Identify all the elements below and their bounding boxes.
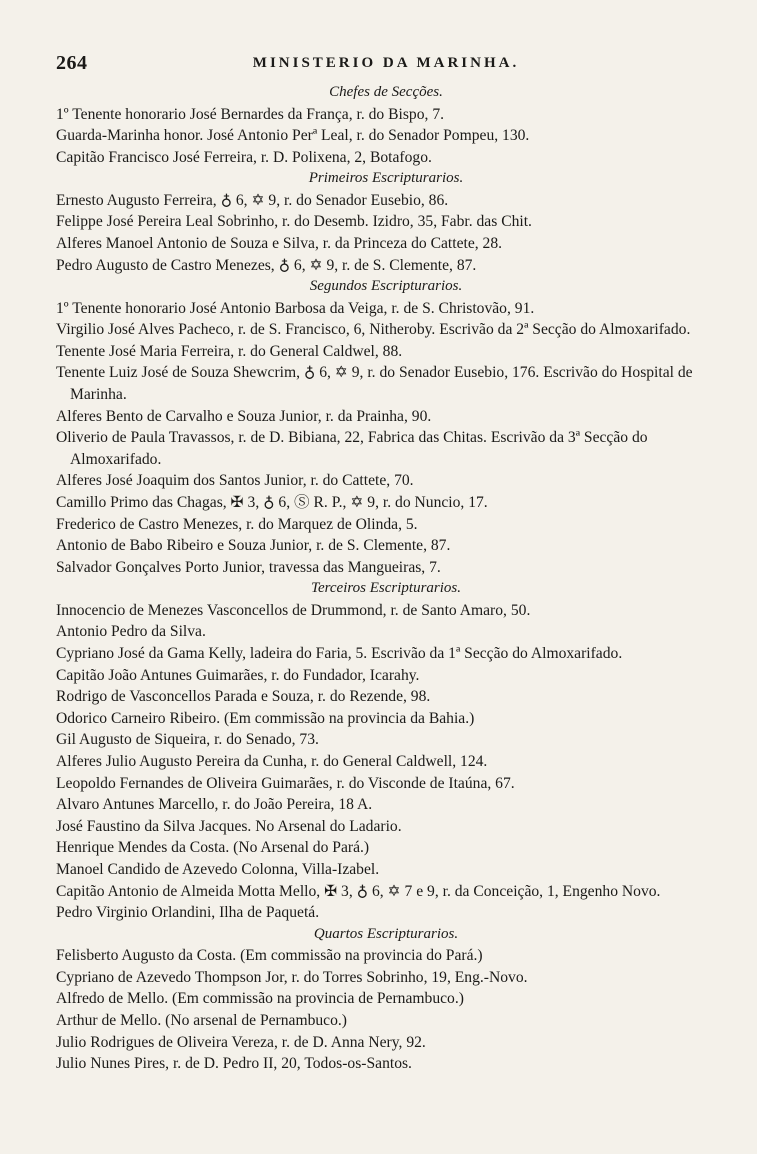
directory-entry: Capitão João Antunes Guimarães, r. do Fundador, Icarahy. [56,666,420,684]
directory-entry: Guarda-Marinha honor. José Antonio Perª Leal, r. do Senador Pompeu, 130. [56,127,530,145]
directory-entry: Salvador Gonçalves Porto Junior, travessa das Mangueiras, 7. [56,558,441,576]
directory-entry: Virgilio José Alves Pacheco, r. de S. Francisco, 6, Nitheroby. Escrivão da 2ª Secção do Almoxarifado. [56,321,691,339]
directory-entry: Julio Nunes Pires, r. de D. Pedro II, 20, Todos-os-Santos. [56,1055,412,1073]
directory-entry: 1º Tenente honorario José Bernardes da França, r. do Bispo, 7. [56,105,445,123]
directory-entry: Julio Rodrigues de Oliveira Vereza, r. de D. Anna Nery, 92. [56,1033,426,1051]
directory-entry: Leopoldo Fernandes de Oliveira Guimarães, r. do Visconde de Itaúna, 67. [56,774,515,792]
directory-entry: Gil Augusto de Siqueira, r. do Senado, 73. [56,731,319,749]
section-title: Segundos Escripturarios. [309,278,463,295]
section-title: Terceiros Escripturarios. [310,580,461,597]
page-header [56,52,716,82]
directory-entry: Tenente Luiz José de Souza Shewcrim, ♁ 6, ✡ 9, r. do Senador Eusebio, 176. Escrivão do Hospital de Marinha. [56,364,693,404]
directory-entry: Oliverio de Paula Travassos, r. de D. Bibiana, 22, Fabrica das Chitas. Escrivão da 3ª Secção do Almoxarifado. [56,429,648,468]
document-page [56,52,716,1075]
directory-entry: Tenente José Maria Ferreira, r. do General Caldwel, 88. [56,342,403,360]
directory-entry: Ernesto Augusto Ferreira, ♁ 6, ✡ 9, r. do Senador Eusebio, 86. [56,191,449,209]
directory-entry: Antonio de Babo Ribeiro e Souza Junior, r. de S. Clemente, 87. [56,537,451,555]
directory-entry: Capitão Antonio de Almeida Motta Mello, ✠ 3, ♁ 6, ✡ 7 e 9, r. da Conceição, 1, Engenho Novo. [56,882,661,900]
directory-entry: Pedro Virginio Orlandini, Ilha de Paquetá. [56,904,320,922]
directory-entry: Alfredo de Mello. (Em commissão na provincia de Pernambuco.) [56,990,464,1008]
directory-entry: Odorico Carneiro Ribeiro. (Em commissão na provincia da Bahia.) [56,709,475,727]
directory-entry: Camillo Primo das Chagas, ✠ 3, ♁ 6, Ⓢ R. P., ✡ 9, r. do Nuncio, 17. [56,494,488,511]
directory-entry: Cypriano José da Gama Kelly, ladeira do Faria, 5. Escrivão da 1ª Secção do Almoxarifado. [56,645,623,663]
directory-entry: Cypriano de Azevedo Thompson Jor, r. do Torres Sobrinho, 19, Eng.-Novo. [56,968,528,986]
section-title: Primeiros Escripturarios. [308,170,464,187]
directory-entry: Antonio Pedro da Silva. [56,623,206,641]
directory-entry: Alferes Bento de Carvalho e Souza Junior, r. da Prainha, 90. [56,407,432,425]
directory-entry: Alferes José Joaquim dos Santos Junior, r. do Cattete, 70. [56,472,414,490]
directory-entry: Felippe José Pereira Leal Sobrinho, r. do Desemb. Izidro, 35, Fabr. das Chit. [56,213,532,231]
running-head: MINISTERIO DA MARINHA. [252,55,520,71]
directory-entry: Felisberto Augusto da Costa. (Em commissão na provincia do Pará.) [56,947,483,965]
page-number: 264 [56,52,88,74]
directory-entry: Capitão Francisco José Ferreira, r. D. Polixena, 2, Botafogo. [56,148,432,166]
directory-entry: Henrique Mendes da Costa. (No Arsenal do Pará.) [56,839,370,857]
directory-entry: Arthur de Mello. (No arsenal de Pernambuco.) [56,1012,347,1030]
directory-entry: Pedro Augusto de Castro Menezes, ♁ 6, ✡ 9, r. de S. Clemente, 87. [56,256,477,274]
directory-entry: Manoel Candido de Azevedo Colonna, Villa-Izabel. [56,861,380,878]
directory-entry: José Faustino da Silva Jacques. No Arsenal do Ladario. [56,817,402,835]
directory-listing [56,82,716,1075]
directory-entry: 1º Tenente honorario José Antonio Barbosa da Veiga, r. de S. Christovão, 91. [56,299,535,317]
section-title: Quartos Escripturarios. [313,925,459,942]
directory-entry: Rodrigo de Vasconcellos Parada e Souza, r. do Rezende, 98. [56,688,431,706]
directory-entry: Alferes Julio Augusto Pereira da Cunha, r. do General Caldwell, 124. [56,753,488,771]
section-title: Chefes de Secções. [329,84,443,100]
directory-entry: Innocencio de Menezes Vasconcellos de Drummond, r. de Santo Amaro, 50. [56,601,531,619]
directory-entry: Alferes Manoel Antonio de Souza e Silva, r. da Princeza do Cattete, 28. [56,234,503,252]
directory-entry: Frederico de Castro Menezes, r. do Marquez de Olinda, 5. [56,515,418,533]
directory-entry: Alvaro Antunes Marcello, r. do João Pereira, 18 A. [56,796,373,814]
